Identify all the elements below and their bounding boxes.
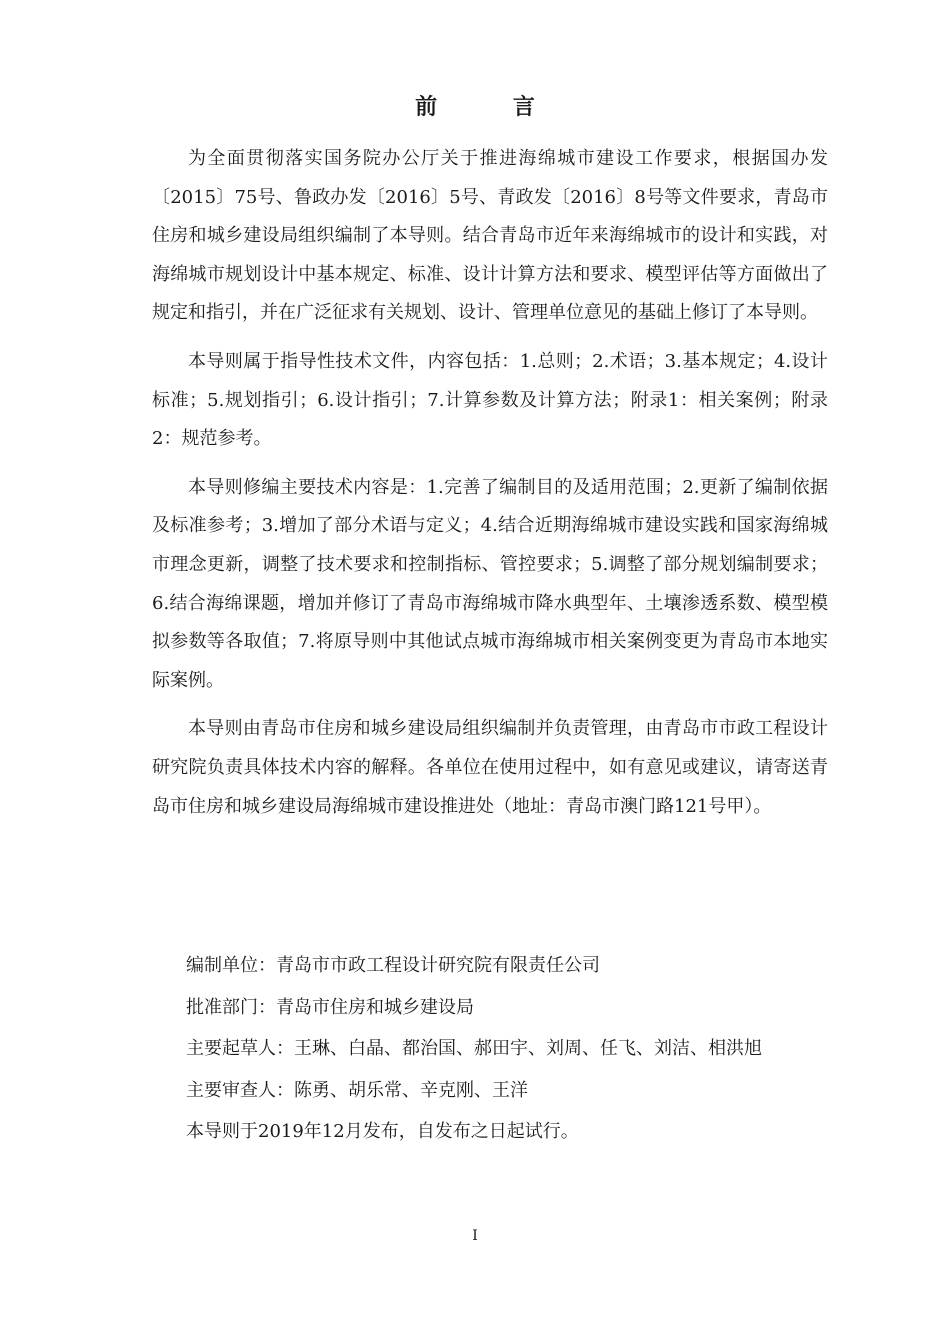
main-reviewers: 主要审查人：陈勇、胡乐常、辛克刚、王洋 xyxy=(186,1079,528,1101)
paragraph-purpose: 为全面贯彻落实国务院办公厅关于推进海绵城市建设工作要求，根据国办发〔2015〕75号、鲁政办发〔2016〕5号、青政发〔2016〕8号等文件要求，青岛市住房和城乡建设局组织编制了本导则。结合青岛市近年来海绵城市的设计和实践，对海绵城市规划设计中基本规定、标准、设计计算方法和要求、模型评估等方面做出了规定和指引，并在广泛征求有关规划、设计、管理单位意见的基础上修订了本导则。 xyxy=(152,148,828,324)
page-title: 前 言 xyxy=(415,94,569,120)
page-number: I xyxy=(472,1228,478,1244)
preface-body xyxy=(152,140,828,836)
release-date: 本导则于2019年12月发布，自发布之日起试行。 xyxy=(186,1121,579,1142)
approving-department: 批准部门：青岛市住房和城乡建设局 xyxy=(186,996,474,1018)
paragraph-revisions: 本导则修编主要技术内容是：1.完善了编制目的及适用范围；2.更新了编制依据及标准参考；3.增加了部分术语与定义；4.结合近期海绵城市建设实践和国家海绵城市理念更新，调整了技术要求和控制指标、管控要求；5.调整了部分规划编制要求；6.结合海绵课题，增加并修订了青岛市海绵城市降水典型年、土壤渗透系数、模型模拟参数等各取值；7.将原导则中其他试点城市海绵城市相关案例变更为青岛市本地实际案例。 xyxy=(152,476,828,691)
compiling-unit: 编制单位：青岛市市政工程设计研究院有限责任公司 xyxy=(186,955,600,976)
paragraph-contents: 本导则属于指导性技术文件，内容包括：1.总则；2.术语；3.基本规定；4.设计标准；5.规划指引；6.设计指引；7.计算参数及计算方法；附录1：相关案例；附录2：规范参考。 xyxy=(152,350,828,450)
paragraph-management: 本导则由青岛市住房和城乡建设局组织编制并负责管理，由青岛市市政工程设计研究院负责具体技术内容的解释。各单位在使用过程中，如有意见或建议，请寄送青岛市住房和城乡建设局海绵城市建设推进处（地址：青岛市澳门路121号甲）。 xyxy=(152,718,828,817)
main-drafters: 主要起草人：王琳、白晶、都治国、郝田宇、刘周、任飞、刘洁、相洪旭 xyxy=(186,1038,762,1059)
publication-info xyxy=(186,945,826,1153)
